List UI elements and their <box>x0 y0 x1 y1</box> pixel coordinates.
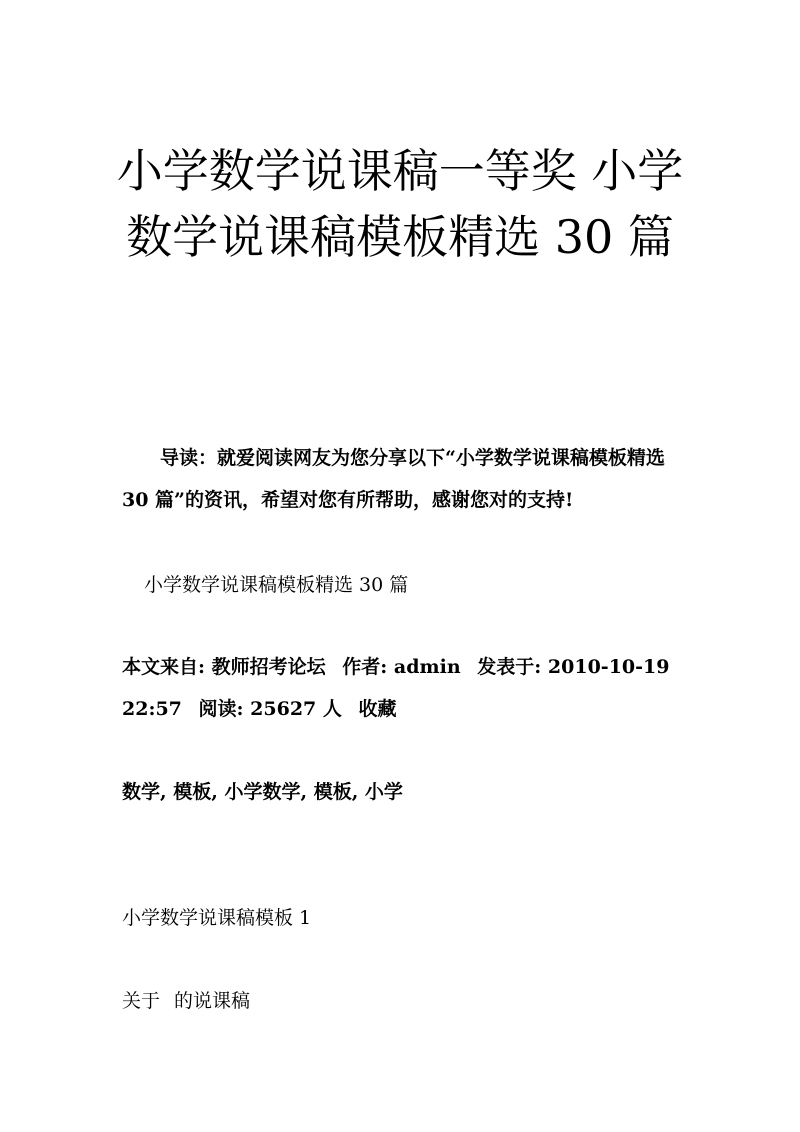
article-meta <box>122 646 684 730</box>
section-text <box>122 980 684 1022</box>
section-text-suffix: 的说课稿 <box>174 990 251 1012</box>
article-subtitle: 小学数学说课稿模板精选 30 篇 <box>144 574 409 596</box>
author-label: 作者: <box>342 656 388 678</box>
document-title: 小学数学说课稿一等奖 小学数学说课稿模板精选 30 篇 <box>116 144 684 264</box>
section-heading: 小学数学说课稿模板 1 <box>122 907 312 929</box>
source-value: 教师招考论坛 <box>211 656 326 678</box>
article-tags: 数学, 模板, 小学数学, 模板, 小学 <box>122 781 403 803</box>
author-value: admin <box>393 656 461 678</box>
published-value: 2010-10-19 22:57 <box>122 656 670 720</box>
reads-label: 阅读: <box>198 698 244 720</box>
favorite-link[interactable]: 收藏 <box>358 698 397 720</box>
reads-unit: 人 <box>322 698 342 720</box>
source-label: 本文来自: <box>122 656 206 678</box>
published-label: 发表于: <box>477 656 542 678</box>
section-text-prefix: 关于 <box>122 990 161 1012</box>
intro-paragraph: 导读：就爱阅读网友为您分享以下“小学数学说课稿模板精选 30 篇”的资讯，希望对您有所帮助，感谢您对的支持! <box>122 447 665 511</box>
reads-value: 25627 <box>250 698 317 720</box>
